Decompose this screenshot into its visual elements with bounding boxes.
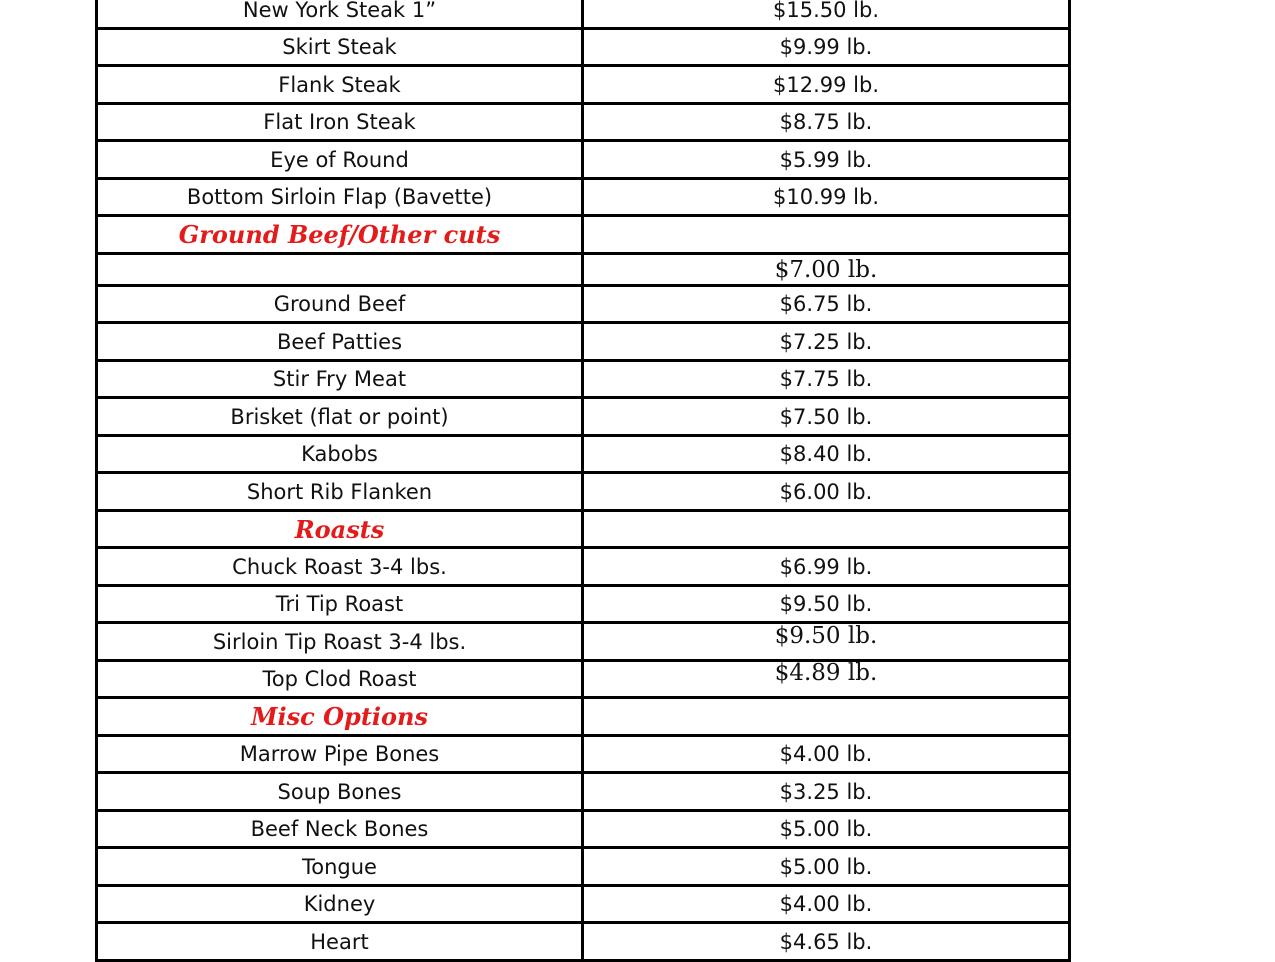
price-table [95, 0, 1071, 962]
item-price: $6.75 lb. [583, 285, 1070, 323]
table-row [97, 548, 1070, 586]
table-row [97, 253, 1070, 285]
item-price: $7.25 lb. [583, 323, 1070, 361]
item-price: $6.00 lb. [583, 473, 1070, 511]
item-price: $12.99 lb. [583, 66, 1070, 104]
item-price: $6.99 lb. [583, 548, 1070, 586]
item-price: $7.50 lb. [583, 398, 1070, 436]
table-row [97, 848, 1070, 886]
price-list-page [95, 0, 1068, 962]
item-price: $4.89 lb. [583, 660, 1070, 698]
table-row [97, 885, 1070, 923]
item-price: $4.65 lb. [583, 923, 1070, 961]
item-price: $7.75 lb. [583, 360, 1070, 398]
empty-cell [583, 510, 1070, 548]
table-row [97, 735, 1070, 773]
item-name: Top Clod Roast [97, 660, 583, 698]
table-row [97, 66, 1070, 104]
item-price: $10.99 lb. [583, 178, 1070, 216]
item-name: Skirt Steak [97, 28, 583, 66]
table-row [97, 660, 1070, 698]
item-price: $8.75 lb. [583, 103, 1070, 141]
table-row [97, 773, 1070, 811]
empty-cell [583, 698, 1070, 736]
item-name: Ground Beef [97, 285, 583, 323]
table-row [97, 178, 1070, 216]
item-price: $9.50 lb. [583, 623, 1070, 661]
item-price: $3.25 lb. [583, 773, 1070, 811]
section-heading: Misc Options [97, 698, 583, 736]
table-row [97, 435, 1070, 473]
item-name: Tri Tip Roast [97, 585, 583, 623]
item-price: $4.00 lb. [583, 885, 1070, 923]
table-row [97, 103, 1070, 141]
item-price: $9.99 lb. [583, 28, 1070, 66]
item-name: Marrow Pipe Bones [97, 735, 583, 773]
item-name: New York Steak 1” [97, 0, 583, 28]
table-row [97, 398, 1070, 436]
item-name: Short Rib Flanken [97, 473, 583, 511]
item-price: $7.00 lb. [583, 253, 1070, 285]
table-row [97, 323, 1070, 361]
table-row [97, 28, 1070, 66]
item-name: Eye of Round [97, 141, 583, 179]
item-price: $8.40 lb. [583, 435, 1070, 473]
item-price: $4.00 lb. [583, 735, 1070, 773]
item-price: $5.00 lb. [583, 810, 1070, 848]
item-name: Flank Steak [97, 66, 583, 104]
item-price: $5.99 lb. [583, 141, 1070, 179]
item-name: Beef Patties [97, 323, 583, 361]
item-name: Flat Iron Steak [97, 103, 583, 141]
item-price: $15.50 lb. [583, 0, 1070, 28]
section-row [97, 216, 1070, 254]
item-name [97, 253, 583, 285]
item-name: Tongue [97, 848, 583, 886]
table-row [97, 923, 1070, 961]
item-price: $5.00 lb. [583, 848, 1070, 886]
table-row [97, 810, 1070, 848]
item-price: $9.50 lb. [583, 585, 1070, 623]
item-name: Heart [97, 923, 583, 961]
table-row [97, 285, 1070, 323]
section-heading: Ground Beef/Other cuts [97, 216, 583, 254]
table-row [97, 0, 1070, 28]
item-name: Stir Fry Meat [97, 360, 583, 398]
empty-cell [583, 216, 1070, 254]
item-name: Brisket (flat or point) [97, 398, 583, 436]
item-name: Chuck Roast 3-4 lbs. [97, 548, 583, 586]
item-name: Soup Bones [97, 773, 583, 811]
section-heading: Roasts [97, 510, 583, 548]
table-row [97, 141, 1070, 179]
item-name: Beef Neck Bones [97, 810, 583, 848]
table-row [97, 360, 1070, 398]
item-name: Bottom Sirloin Flap (Bavette) [97, 178, 583, 216]
item-name: Kabobs [97, 435, 583, 473]
item-name: Sirloin Tip Roast 3-4 lbs. [97, 623, 583, 661]
item-name: Kidney [97, 885, 583, 923]
table-row [97, 473, 1070, 511]
table-row [97, 623, 1070, 661]
section-row [97, 510, 1070, 548]
table-row [97, 585, 1070, 623]
section-row [97, 698, 1070, 736]
